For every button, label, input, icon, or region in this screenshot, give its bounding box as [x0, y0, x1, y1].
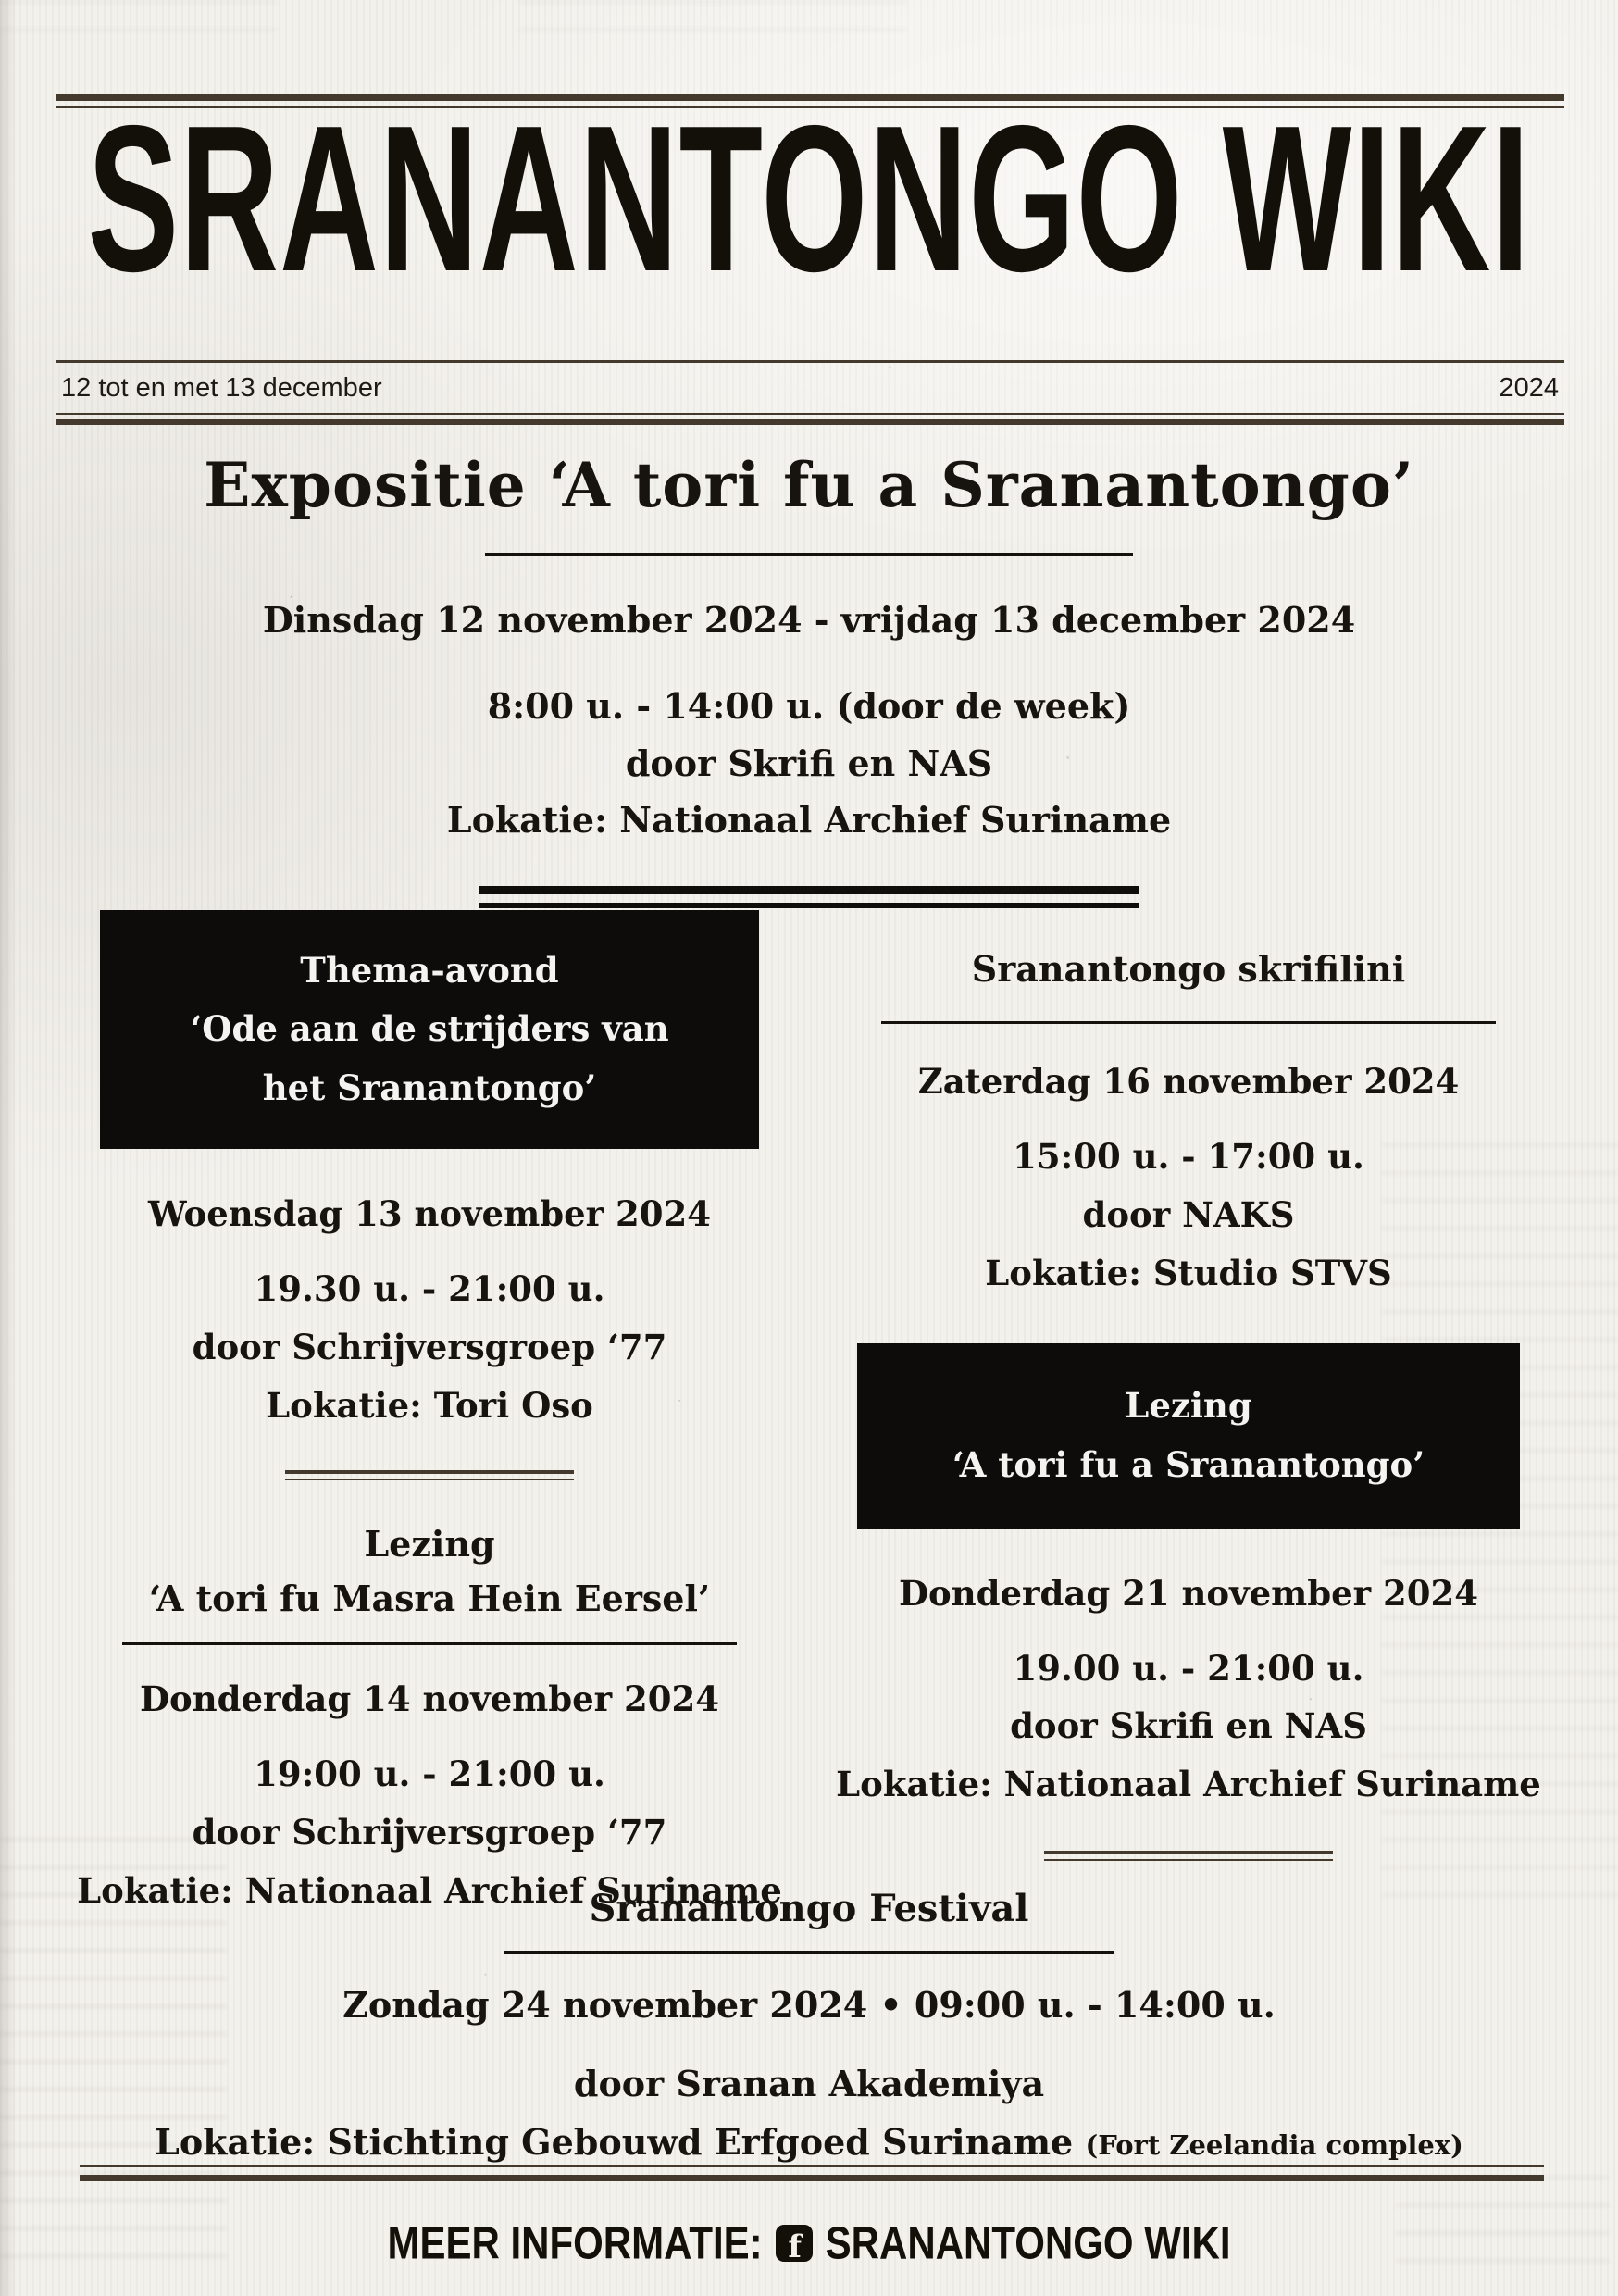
left-column — [54, 910, 805, 1920]
bottom-rule-thick — [80, 2175, 1544, 2181]
ghost-newsprint-top-left — [0, 0, 278, 56]
dateline-year: 2024 — [1499, 373, 1559, 403]
masthead-title: SRANANTONGO WIKI — [87, 82, 1531, 316]
bottom-rule-thin — [80, 2165, 1544, 2167]
festival-underline — [504, 1951, 1114, 1954]
footer-page-name: SRANANTONGO WIKI — [825, 2216, 1231, 2269]
lezing-sranantongo-organizer: door Skrifi en NAS — [1010, 1705, 1367, 1747]
skrifilini-organizer: door NAKS — [1082, 1193, 1295, 1235]
thema-avond-title-line2: ‘Ode aan de strijders van — [190, 1008, 669, 1050]
festival-location-note: (Fort Zeelandia complex) — [1085, 2129, 1463, 2161]
right-column-divider — [1044, 1851, 1333, 1861]
dateline-bar — [56, 360, 1564, 425]
dateline-rule-thick — [56, 419, 1564, 425]
dateline-left: 12 tot en met 13 december — [61, 373, 382, 403]
main-event-title: Expositie ‘A tori fu a Sranantongo’ — [204, 449, 1414, 521]
thema-avond-location: Lokatie: Tori Oso — [266, 1384, 593, 1426]
festival-title: Sranantongo Festival — [589, 1887, 1029, 1930]
masthead — [0, 82, 1618, 316]
footer-label: MEER INFORMATIE: — [387, 2216, 763, 2269]
main-event-organizer: door Skrifi en NAS — [625, 742, 993, 784]
lezing-sranantongo-title-line1: Lezing — [1125, 1384, 1252, 1426]
thema-avond-box — [100, 910, 759, 1149]
lezing-eersel-location: Lokatie: Nationaal Archief Suriname — [77, 1870, 782, 1912]
main-event-location: Lokatie: Nationaal Archief Suriname — [446, 799, 1172, 842]
lezing-sranantongo-time: 19.00 u. - 21:00 u. — [1013, 1647, 1364, 1689]
main-event-title-underline — [485, 553, 1133, 556]
facebook-icon: f — [776, 2225, 813, 2262]
lezing-eersel-underline — [122, 1642, 737, 1645]
skrifilini-underline — [881, 1021, 1496, 1024]
main-event-time: 8:00 u. - 14:00 u. (door de week) — [487, 685, 1131, 728]
thema-avond-date: Woensdag 13 november 2024 — [148, 1193, 711, 1234]
festival-section — [0, 1887, 1618, 2163]
thema-avond-title-line1: Thema-avond — [300, 949, 559, 991]
festival-date-time: Zondag 24 november 2024 • 09:00 u. - 14:00 u. — [342, 1984, 1276, 2026]
lezing-eersel-date: Donderdag 14 november 2024 — [139, 1678, 720, 1720]
festival-organizer: door Sranan Akademiya — [573, 2063, 1045, 2104]
footer — [0, 2211, 1618, 2276]
main-event-dates: Dinsdag 12 november 2024 - vrijdag 13 december 2024 — [262, 599, 1356, 642]
skrifilini-time: 15:00 u. - 17:00 u. — [1013, 1135, 1364, 1177]
skrifilini-title: Sranantongo skrifilini — [971, 948, 1406, 990]
right-column — [813, 942, 1564, 1861]
lezing-eersel-title-line2: ‘A tori fu Masra Hein Eersel’ — [148, 1577, 711, 1619]
thema-avond-organizer: door Schrijversgroep ‘77 — [192, 1326, 667, 1367]
left-column-divider — [285, 1470, 574, 1480]
lezing-sranantongo-date: Donderdag 21 november 2024 — [898, 1572, 1479, 1614]
lezing-sranantongo-location: Lokatie: Nationaal Archief Suriname — [836, 1764, 1541, 1805]
skrifilini-date: Zaterdag 16 november 2024 — [917, 1060, 1460, 1102]
ghost-newsprint-top-center — [518, 0, 907, 43]
skrifilini-location: Lokatie: Studio STVS — [985, 1252, 1392, 1293]
lezing-sranantongo-title-line2: ‘A tori fu a Sranantongo’ — [952, 1443, 1425, 1485]
lezing-eersel-time: 19:00 u. - 21:00 u. — [254, 1753, 605, 1795]
lezing-eersel-organizer: door Schrijversgroep ‘77 — [192, 1812, 667, 1853]
section-divider-black — [479, 886, 1139, 908]
lezing-eersel-title-line1: Lezing — [364, 1522, 495, 1565]
dateline-rule-thin — [56, 413, 1564, 415]
main-event-section — [0, 449, 1618, 908]
thema-avond-title-line3: het Sranantongo’ — [262, 1067, 597, 1108]
lezing-sranantongo-box — [857, 1343, 1520, 1529]
thema-avond-time: 19.30 u. - 21:00 u. — [254, 1268, 605, 1309]
festival-location: Lokatie: Stichting Gebouwd Erfgoed Suriname — [155, 2121, 1074, 2163]
